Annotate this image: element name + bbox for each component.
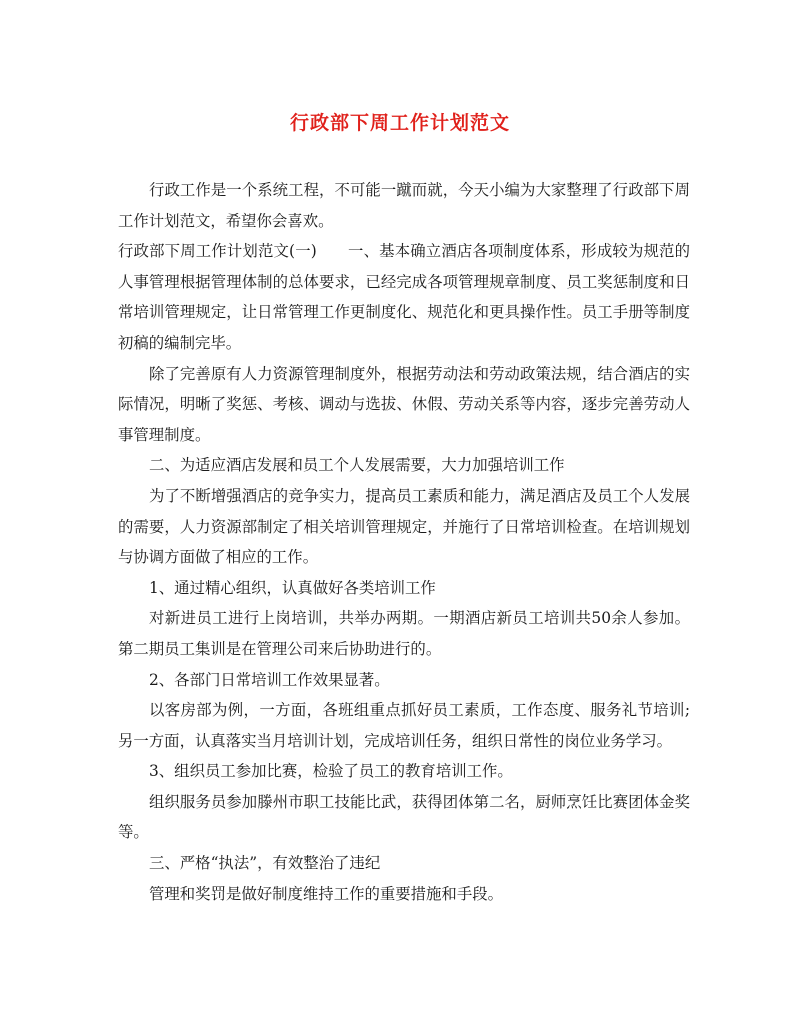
paragraph-intro: 行政工作是一个系统工程，不可能一蹴而就，今天小编为大家整理了行政部下周工作计划范文，希望你会喜欢。 [118,181,690,230]
paragraph-section-one: 行政部下周工作计划范文(一) 一、基本确立酒店各项制度体系，形成较为规范的人事管理根据管理体制的总体要求，已经完成各项管理规章制度、员工奖惩制度和日常培训管理规定，让日常管理工作更制度化、规范化和更具操作性。员工手册等制度初稿的编制完毕。 [118,242,690,352]
paragraph-discipline: 管理和奖罚是做好制度维持工作的重要措施和手段。 [149,884,503,903]
paragraph-new-staff: 对新进员工进行上岗培训，共举办两期。一期酒店新员工培训共50余人参加。第二期员工集训是在管理公司来后协助进行的。 [118,609,690,658]
paragraph-hr-system: 除了完善原有人力资源管理制度外，根据劳动法和劳动政策法规，结合酒店的实际情况，明晰了奖惩、考核、调动与选拔、休假、劳动关系等内容，逐步完善劳动人事管理制度。 [118,364,690,444]
heading-item-three: 3、组织员工参加比赛，检验了员工的教育培训工作。 [149,762,513,781]
paragraph-competition: 组织服务员参加滕州市职工技能比武，获得团体第二名，厨师烹饪比赛团体金奖等。 [118,792,690,842]
document-title: 行政部下周工作计划范文 [289,112,510,134]
document-body [118,175,690,909]
heading-item-two: 2、各部门日常培训工作效果显著。 [149,670,390,689]
heading-section-three: 三、严格“执法”，有效整治了违纪 [149,854,381,873]
paragraph-training-plan: 为了不断增强酒店的竞争实力，提高员工素质和能力，满足酒店及员工个人发展的需要，人力资源部制定了相关培训管理规定，并施行了日常培训检查。在培训规划与协调方面做了相应的工作。 [118,486,690,567]
heading-item-one: 1、通过精心组织，认真做好各类培训工作 [149,578,436,597]
heading-section-two: 二、为适应酒店发展和员工个人发展需要，大力加强培训工作 [149,456,565,475]
paragraph-housekeeping: 以客房部为例，一方面，各班组重点抓好员工素质，工作态度、服务礼节培训;另一方面，认真落实当月培训计划，完成培训任务，组织日常性的岗位业务学习。 [118,701,690,750]
